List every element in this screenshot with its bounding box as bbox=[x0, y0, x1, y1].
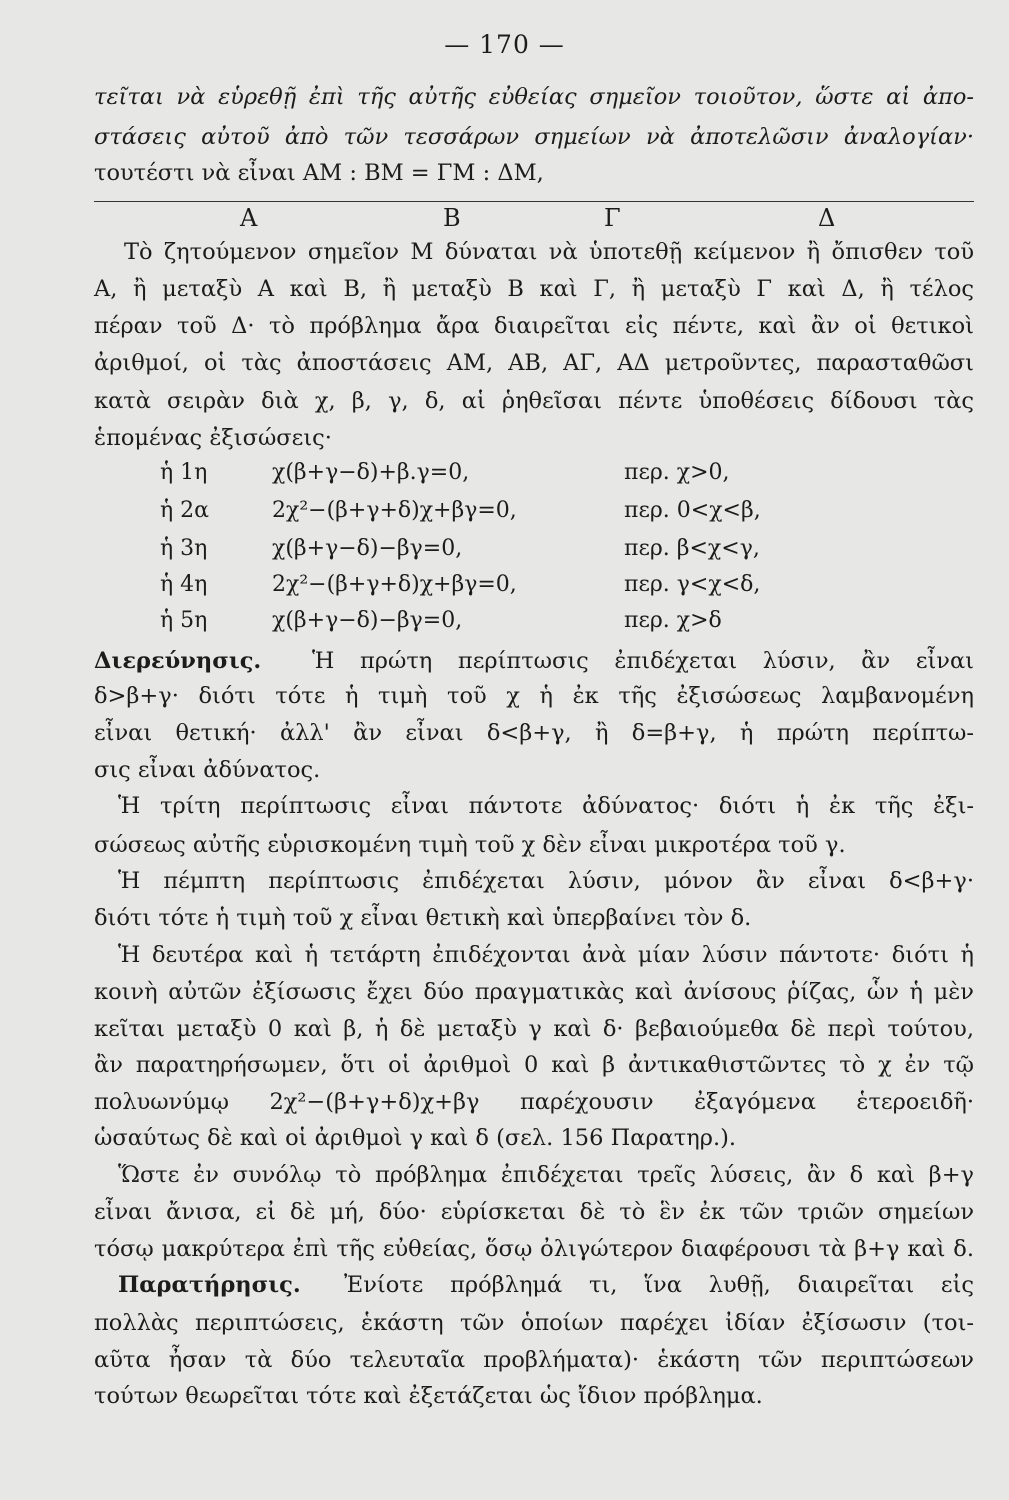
text-line: σις εἶναι ἀδύνατος. bbox=[94, 757, 321, 783]
text-line: πολλὰς περιπτώσεις, ἑκάστη τῶν ὁποίων παρέχει ἰδίαν ἐξίσωσιν (τοι- bbox=[94, 1310, 974, 1336]
equation: χ(β+γ−δ)−βγ=0, bbox=[272, 536, 463, 561]
text-line: Ἐνίοτε πρόβλημά τι, ἵνα λυθῇ, διαιρεῖται εἰς bbox=[344, 1272, 974, 1298]
text-line: Ὥστε ἐν συνόλῳ τὸ πρόβλημα ἐπιδέχεται τρεῖς λύσεις, ἂν δ καὶ β+γ bbox=[118, 1162, 974, 1188]
text-line: τόσῳ μακρύτερα ἐπὶ τῆς εὐθείας, ὅσῳ ὀλιγώτερον διαφέρουσι τὰ β+γ καὶ δ. bbox=[94, 1236, 974, 1262]
equation-label: ἡ 4η bbox=[160, 572, 208, 597]
text-line: Ἡ πέμπτη περίπτωσις ἐπιδέχεται λύσιν, μόνον ἂν εἶναι δ<β+γ· bbox=[118, 868, 974, 894]
text-line: Τὸ ζητούμενον σημεῖον Μ δύναται νὰ ὑποτεθῇ κείμενον ἢ ὄπισθεν τοῦ bbox=[124, 239, 974, 265]
point-label: Δ bbox=[818, 204, 836, 232]
equation-label: ἡ 5η bbox=[160, 608, 208, 633]
text-line: διότι τότε ἡ τιμὴ τοῦ χ εἶναι θετικὴ καὶ ὑπερβαίνει τὸν δ. bbox=[94, 905, 752, 931]
text-line: τούτων θεωρεῖται τότε καὶ ἐξετάζεται ὡς ἴδιον πρόβλημα. bbox=[94, 1383, 763, 1409]
equation-label: ἡ 2α bbox=[160, 498, 210, 523]
text-line: κατὰ σειρὰν διὰ χ, β, γ, δ, αἱ ῥηθεῖσαι πέντε ὑποθέσεις δίδουσι τὰς bbox=[94, 388, 974, 414]
point-label: Β bbox=[443, 204, 461, 232]
text-line: σώσεως αὐτῆς εὑρισκομένη τιμὴ τοῦ χ δὲν εἶναι μικροτέρα τοῦ γ. bbox=[94, 832, 846, 858]
page-number: — 170 — bbox=[444, 30, 565, 59]
text-line: πολυωνύμῳ 2χ²−(β+γ+δ)χ+βγ παρέχουσιν ἐξαγόμενα ἑτεροειδῆ· bbox=[94, 1089, 974, 1115]
section-heading: Διερεύνησις. bbox=[94, 648, 262, 674]
text-line: Ἡ τρίτη περίπτωσις εἶναι πάντοτε ἀδύνατος· διότι ἡ ἐκ τῆς ἐξι- bbox=[118, 793, 974, 819]
text-line: πέραν τοῦ Δ· τὸ πρόβλημα ἄρα διαιρεῖται εἰς πέντε, καὶ ἂν οἱ θετικοὶ bbox=[94, 313, 974, 339]
point-label: Γ bbox=[604, 204, 621, 232]
text-line: εἶναι ἄνισα, εἰ δὲ μή, δύο· εὑρίσκεται δὲ τὸ ἓν ἐκ τῶν τριῶν σημείων bbox=[94, 1199, 974, 1225]
text-line: ἀριθμοί, οἱ τὰς ἀποστάσεις ΑΜ, ΑΒ, ΑΓ, ΑΔ μετροῦντες, παρασταθῶσι bbox=[94, 350, 974, 376]
section-heading: Παρατήρησις. bbox=[118, 1272, 301, 1298]
equation-condition: περ. χ>0, bbox=[624, 460, 730, 485]
intro-line: τεῖται νὰ εὑρεθῇ ἐπὶ τῆς αὐτῆς εὐθείας σημεῖον τοιοῦτον, ὥστε αἱ ἀπο- bbox=[94, 84, 974, 110]
text-line: δ>β+γ· διότι τότε ἡ τιμὴ τοῦ χ ἡ ἐκ τῆς ἐξισώσεως λαμβανομένη bbox=[94, 683, 974, 709]
text-line: εἶναι θετική· ἀλλ' ἂν εἶναι δ<β+γ, ἢ δ=β+γ, ἡ πρώτη περίπτω- bbox=[94, 720, 974, 746]
intro-line: στάσεις αὐτοῦ ἀπὸ τῶν τεσσάρων σημείων νὰ ἀποτελῶσιν ἀναλογίαν· bbox=[94, 124, 974, 150]
equation-condition: περ. β<χ<γ, bbox=[624, 536, 760, 561]
text-line: κοινὴ αὐτῶν ἐξίσωσις ἔχει δύο πραγματικὰς καὶ ἀνίσους ῥίζας, ὧν ἡ μὲν bbox=[94, 979, 974, 1005]
text-line: Ἡ πρώτη περίπτωσις ἐπιδέχεται λύσιν, ἂν εἶναι bbox=[312, 648, 974, 674]
equation: 2χ²−(β+γ+δ)χ+βγ=0, bbox=[272, 572, 517, 597]
point-label: Α bbox=[240, 204, 258, 232]
equation-condition: περ. 0<χ<β, bbox=[624, 498, 761, 523]
text-line: ὡσαύτως δὲ καὶ οἱ ἀριθμοὶ γ καὶ δ (σελ. 156 Παρατηρ.). bbox=[94, 1125, 737, 1151]
text-line: Α, ἢ μεταξὺ Α καὶ Β, ἢ μεταξὺ Β καὶ Γ, ἢ μεταξὺ Γ καὶ Δ, ἢ τέλος bbox=[94, 276, 974, 302]
text-line: αῦτα ἦσαν τὰ δύο τελευταῖα προβλήματα)· ἑκάστη τῶν περιπτώσεων bbox=[94, 1347, 974, 1373]
equation-condition: περ. γ<χ<δ, bbox=[624, 572, 761, 597]
equation-condition: περ. χ>δ bbox=[624, 608, 722, 633]
text-line: κεῖται μεταξὺ 0 καὶ β, ἡ δὲ μεταξὺ γ καὶ δ· βεβαιούμεθα δὲ περὶ τούτου, bbox=[94, 1016, 974, 1042]
equation-label: ἡ 1η bbox=[160, 460, 208, 485]
equation: χ(β+γ−δ)−βγ=0, bbox=[272, 608, 463, 633]
equation: χ(β+γ−δ)+β.γ=0, bbox=[272, 460, 470, 485]
intro-line: τουτέστι νὰ εἶναι ΑΜ : ΒΜ = ΓΜ : ΔΜ, bbox=[94, 160, 544, 186]
text-line: Ἡ δευτέρα καὶ ἡ τετάρτη ἐπιδέχονται ἀνὰ μίαν λύσιν πάντοτε· διότι ἡ bbox=[118, 942, 974, 968]
text-line: ἂν παρατηρήσωμεν, ὅτι οἱ ἀριθμοὶ 0 καὶ β ἀντικαθιστῶντες τὸ χ ἐν τῷ bbox=[94, 1052, 974, 1078]
text-line: ἑπομένας ἐξισώσεις· bbox=[94, 425, 332, 451]
equation: 2χ²−(β+γ+δ)χ+βγ=0, bbox=[272, 498, 517, 523]
line-segment bbox=[94, 201, 974, 202]
equation-label: ἡ 3η bbox=[160, 536, 208, 561]
